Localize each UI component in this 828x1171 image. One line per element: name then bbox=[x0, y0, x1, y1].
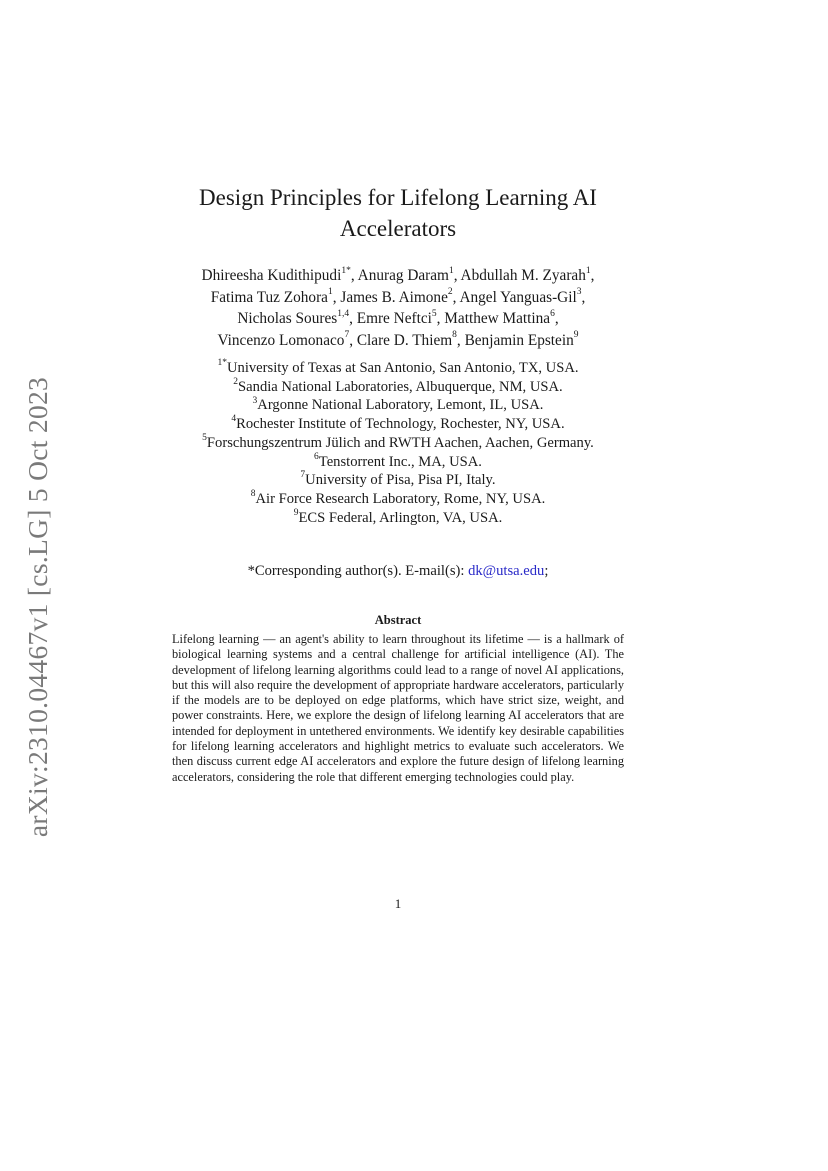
affiliation-mark: 2 bbox=[233, 376, 239, 387]
author-separator: , bbox=[350, 267, 358, 284]
author-name: Anurag Daram bbox=[357, 267, 449, 284]
paper-title bbox=[150, 182, 646, 244]
author-name: Abdullah M. Zyarah bbox=[460, 267, 586, 284]
author-separator: , bbox=[349, 331, 357, 349]
author-affiliation-mark: 3 bbox=[576, 287, 582, 298]
affiliation-mark: 5 bbox=[202, 432, 207, 443]
author-affiliation-mark: 1 bbox=[448, 265, 454, 276]
author-affiliation-mark: 1,4 bbox=[337, 308, 350, 319]
author-separator: , bbox=[581, 288, 586, 306]
author-name: Vincenzo Lomonaco bbox=[217, 331, 345, 349]
affiliation-item bbox=[120, 490, 676, 509]
author-separator: , bbox=[452, 288, 460, 306]
arxiv-identifier-text: arXiv:2310.04467v1 [cs.LG] 5 Oct 2023 bbox=[22, 376, 54, 838]
corresponding-author-note bbox=[120, 562, 676, 581]
affiliation-text: ECS Federal, Arlington, VA, USA. bbox=[298, 509, 503, 526]
affiliation-text: Sandia National Laboratories, Albuquerque, NM, USA. bbox=[238, 378, 563, 395]
author-name: Emre Neftci bbox=[356, 310, 432, 327]
corresponding-author-prefix: *Corresponding author(s). E-mail(s): bbox=[247, 563, 469, 579]
author-name: Nicholas Soures bbox=[237, 310, 338, 327]
affiliation-mark: 8 bbox=[250, 489, 256, 500]
author-line-3 bbox=[120, 308, 676, 330]
affiliation-mark: 6 bbox=[314, 451, 319, 462]
affiliation-text: Argonne National Laboratory, Lemont, IL, USA. bbox=[257, 397, 544, 414]
author-affiliation-mark: 1 bbox=[327, 287, 333, 298]
affiliation-mark: 7 bbox=[300, 470, 306, 481]
author-separator: , bbox=[456, 331, 465, 349]
paper-title-line-1: Design Principles for Lifelong Learning AI bbox=[199, 185, 597, 210]
author-separator: , bbox=[332, 288, 341, 306]
corresponding-author-suffix: ; bbox=[544, 563, 549, 579]
affiliation-text: University of Pisa, Pisa PI, Italy. bbox=[305, 472, 496, 489]
affiliation-item bbox=[120, 359, 676, 378]
author-affiliation-mark: 9 bbox=[573, 330, 579, 341]
affiliation-mark: 9 bbox=[293, 507, 299, 518]
abstract-heading: Abstract bbox=[374, 613, 422, 627]
author-name: Angel Yanguas-Gil bbox=[459, 288, 577, 306]
author-affiliation-mark: 6 bbox=[550, 308, 555, 319]
affiliation-mark: 1* bbox=[217, 358, 227, 369]
author-affiliation-mark: 1* bbox=[341, 265, 351, 276]
page-number: 1 bbox=[394, 896, 402, 911]
affiliation-text: University of Texas at San Antonio, San Antonio, TX, USA. bbox=[226, 360, 579, 376]
author-line-2 bbox=[120, 287, 676, 309]
affiliation-mark: 4 bbox=[231, 414, 237, 425]
affiliation-text: Tenstorrent Inc., MA, USA. bbox=[318, 453, 482, 470]
author-affiliation-mark: 7 bbox=[344, 330, 350, 341]
author-name: Fatima Tuz Zohora bbox=[210, 288, 328, 306]
abstract-body: Lifelong learning — an agent's ability to learn throughout its lifetime — is a hallmark of biological learning systems and a central challenge for artificial intelligence (AI). The development of lifelong learning algorithms could lead to a range of novel AI applications, but this will also require the development of appropriate hardware accelerators, particularly if the models are to be deployed on edge platforms, which have strict size, weight, and power constraints. Here, we explore the design of lifelong learning AI accelerators that are intended for deployment in untethered environments. We identify key desirable capabilities for lifelong learning accelerators and highlight metrics to evaluate such accelerators. We then discuss current edge AI accelerators and explore the future design of lifelong learning accelerators, considering the role that different emerging technologies could play. bbox=[172, 632, 624, 784]
corresponding-email-link[interactable]: dk@utsa.edu bbox=[468, 563, 545, 579]
author-separator: , bbox=[349, 310, 357, 327]
author-separator: , bbox=[436, 310, 445, 327]
affiliation-item bbox=[120, 434, 676, 453]
author-affiliation-mark: 5 bbox=[431, 308, 437, 319]
affiliation-item bbox=[120, 415, 676, 434]
affiliation-item bbox=[120, 509, 676, 528]
author-separator: , bbox=[590, 267, 595, 284]
affiliation-item bbox=[120, 396, 676, 415]
affiliation-text: Rochester Institute of Technology, Rochester, NY, USA. bbox=[236, 416, 565, 433]
affiliation-text: Air Force Research Laboratory, Rome, NY, USA. bbox=[255, 490, 546, 507]
author-line-4 bbox=[120, 330, 676, 352]
arxiv-identifier-stamp bbox=[18, 372, 58, 842]
author-line-1 bbox=[120, 265, 676, 287]
author-list bbox=[120, 265, 676, 351]
affiliation-item bbox=[120, 471, 676, 490]
author-name: Matthew Mattina bbox=[444, 310, 551, 327]
author-affiliation-mark: 2 bbox=[447, 287, 453, 298]
affiliation-text: Forschungszentrum Jülich and RWTH Aachen, Aachen, Germany. bbox=[206, 434, 594, 451]
author-separator: , bbox=[453, 267, 461, 284]
affiliation-item bbox=[120, 453, 676, 472]
author-name: James B. Aimone bbox=[340, 288, 448, 306]
author-name: Dhireesha Kudithipudi bbox=[201, 267, 342, 284]
paper-title-line-2: Accelerators bbox=[339, 216, 457, 241]
author-separator: , bbox=[554, 310, 559, 327]
affiliation-item bbox=[120, 378, 676, 397]
author-affiliation-mark: 1 bbox=[585, 265, 591, 276]
author-affiliation-mark: 8 bbox=[452, 330, 457, 341]
affiliation-list bbox=[120, 359, 676, 527]
affiliation-mark: 3 bbox=[252, 395, 258, 406]
author-name: Clare D. Thiem bbox=[356, 331, 453, 349]
author-name: Benjamin Epstein bbox=[464, 331, 574, 349]
